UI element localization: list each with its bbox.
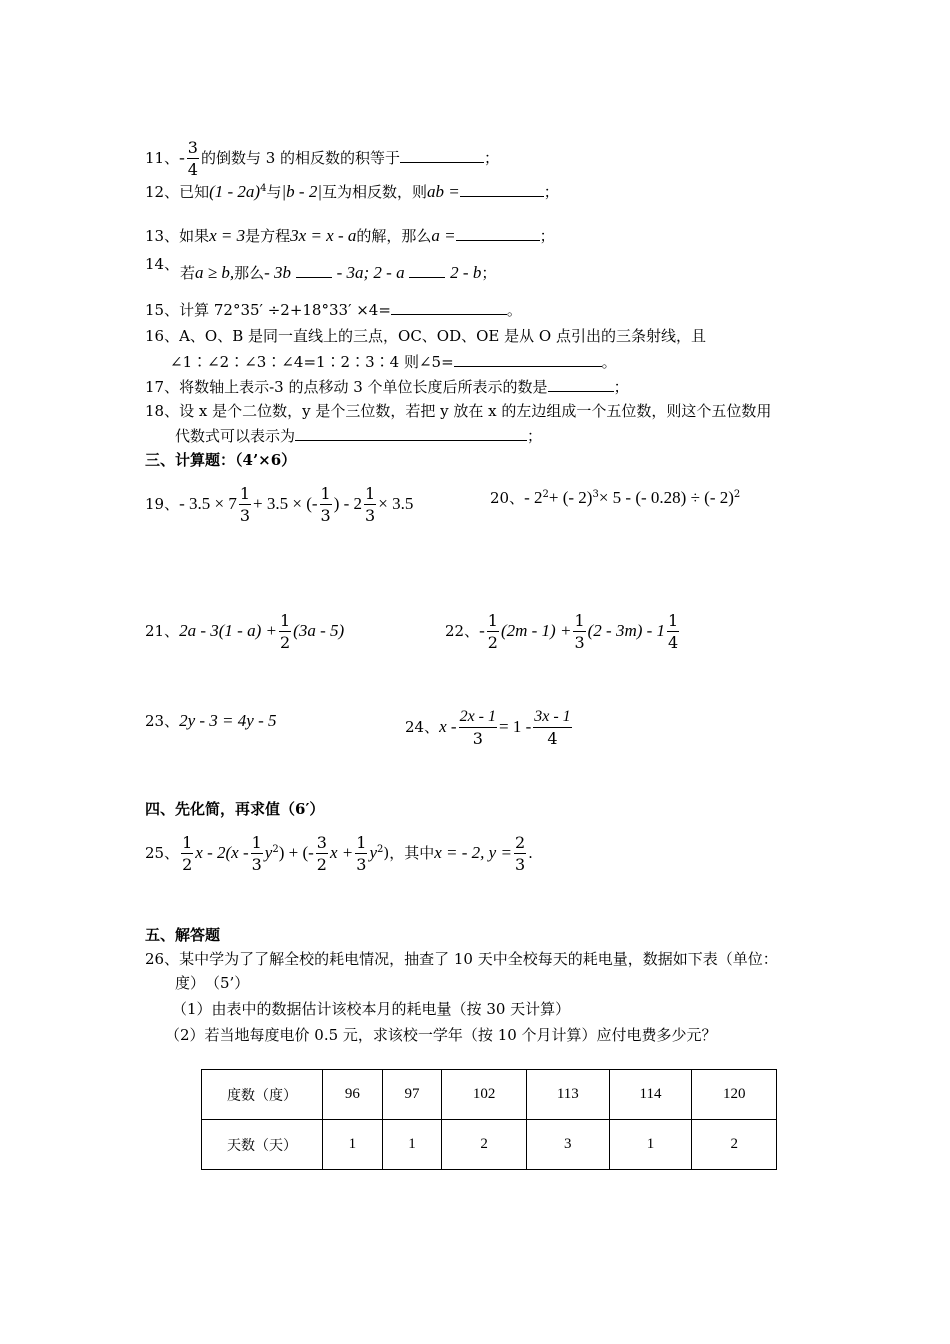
question-25: 25、 $\frac{1}{2}$ x - 2(x - $\frac{1}{3}$ $y^2$) + (- $\frac{3}{2}$ x + $\frac{1}{3}$ $y^2$)，其中x = - 2, y = $\frac{2}{3}$ . (145, 833, 533, 874)
answer-blank[interactable] (400, 148, 484, 163)
fraction-1-2: $\frac{1}{2}$ (279, 611, 291, 652)
answer-blank[interactable] (391, 300, 507, 315)
question-15: 15、计算 72°35′ ÷2+18°33′ ×4= 。 (145, 301, 522, 319)
question-14: 14、 (145, 255, 180, 273)
question-21: 21、2a - 3(1 - a) + $\frac{1}{2}$ (3a - 5) (145, 611, 345, 652)
answer-blank[interactable] (296, 263, 332, 278)
question-11: 11、- $\frac{3}{4}$ 的倒数与 3 的相反数的积等于 ； (145, 138, 500, 179)
table-cell: 1 (609, 1120, 692, 1170)
fraction-2x-1-over-3: $\frac{2x - 1}{3}$ (459, 708, 496, 748)
section-3-title: 三、计算题：（4’×6） (145, 451, 297, 469)
fraction-3-4: $\frac{3}{4}$ (187, 138, 198, 179)
table-header-cell: 天数（天） (202, 1120, 323, 1170)
question-16-line2: ∠1∶∠2∶∠3∶∠4=1∶2∶3∶4 则∠5= 。 (170, 353, 617, 371)
answer-blank[interactable] (409, 263, 445, 278)
question-12: 12、已知(1 - 2a)$^4$与|b - 2|互为相反数，则ab = ； (145, 182, 559, 201)
table-cell: 120 (692, 1070, 777, 1120)
table-header-cell: 度数（度） (202, 1070, 323, 1120)
table-cell: 1 (323, 1120, 383, 1170)
question-26-sub2: （2）若当地每度电价 0.5 元，求该校一学年（按 10 个月计算）应付电费多少元？ (165, 1026, 717, 1044)
question-18: 18、设 x 是个二位数，y 是个三位数，若把 y 放在 x 的左边组成一个五位数，则这个五位数用 (145, 402, 772, 420)
section-5-title: 五、解答题 (145, 926, 221, 944)
question-26-sub1: （1）由表中的数据估计该校本月的耗电量（按 30 天计算） (172, 1000, 571, 1018)
fraction-1-4: $\frac{1}{4}$ (668, 611, 679, 652)
answer-blank[interactable] (295, 426, 527, 441)
question-26: 26、某中学为了了解全校的耗电情况，抽查了 10 天中全校每天的耗电量，数据如下表（单位： (145, 950, 778, 968)
fraction-1-2: $\frac{1}{2}$ (487, 611, 498, 652)
question-23: 23、2y - 3 = 4y - 5 (145, 711, 277, 730)
question-22: 22、- $\frac{1}{2}$ (2m - 1) + $\frac{1}{3}$ (2 - 3m) - 1 $\frac{1}{4}$ (445, 611, 679, 652)
question-number: 11、 (145, 149, 180, 167)
table-cell: 102 (442, 1070, 527, 1120)
fraction-1-3: $\frac{1}{3}$ (574, 611, 585, 652)
table-cell: 2 (442, 1120, 527, 1170)
table-cell: 114 (609, 1070, 692, 1120)
table-cell: 113 (526, 1070, 609, 1120)
question-16: 16、A、O、B 是同一直线上的三点，OC、OD、OE 是从 O 点引出的三条射线，且 (145, 327, 706, 345)
answer-blank[interactable] (454, 352, 602, 367)
fraction-3x-1-over-4: $\frac{3x - 1}{4}$ (534, 708, 571, 748)
fraction-1-3: $\frac{1}{3}$ (320, 484, 331, 525)
fraction-1-3: $\frac{1}{3}$ (365, 484, 376, 525)
table-cell: 2 (692, 1120, 777, 1170)
table-cell: 3 (526, 1120, 609, 1170)
question-19: 19、- 3.5 × 7 $\frac{1}{3}$ + 3.5 × (- $\frac{1}{3}$ ) - 2 $\frac{1}{3}$ × 3.5 (145, 484, 414, 525)
question-20: 20、- $2^2+$ (- 2)$^3$× 5 - (- 0.28) ÷ (- 2)$^2$ (490, 488, 741, 507)
table-cell: 1 (382, 1120, 442, 1170)
answer-blank[interactable] (460, 182, 544, 197)
table-row (202, 1070, 777, 1120)
question-17: 17、将数轴上表示-3 的点移动 3 个单位长度后所表示的数是 ； (145, 378, 629, 396)
section-4-title: 四、先化简，再求值（6′） (145, 800, 325, 818)
question-26-line2: 度） （5’） (175, 974, 250, 992)
table-cell: 97 (382, 1070, 442, 1120)
question-24: 24、x - $\frac{2x - 1}{3}$ = 1 - $\frac{3x - 1}{4}$ (405, 708, 571, 748)
question-13: 13、如果x = 3是方程3x = x - a的解，那么a = ； (145, 226, 555, 245)
question-18-line2: 代数式可以表示为 ； (175, 427, 543, 445)
table-cell: 96 (323, 1070, 383, 1120)
answer-blank[interactable] (548, 377, 614, 392)
data-table (201, 1069, 777, 1170)
answer-blank[interactable] (456, 226, 540, 241)
table-row (202, 1120, 777, 1170)
fraction-1-3: $\frac{1}{3}$ (239, 484, 251, 525)
question-14-body: 若a ≥ b,那么- 3b - 3a; 2 - a 2 - b； (180, 263, 497, 282)
